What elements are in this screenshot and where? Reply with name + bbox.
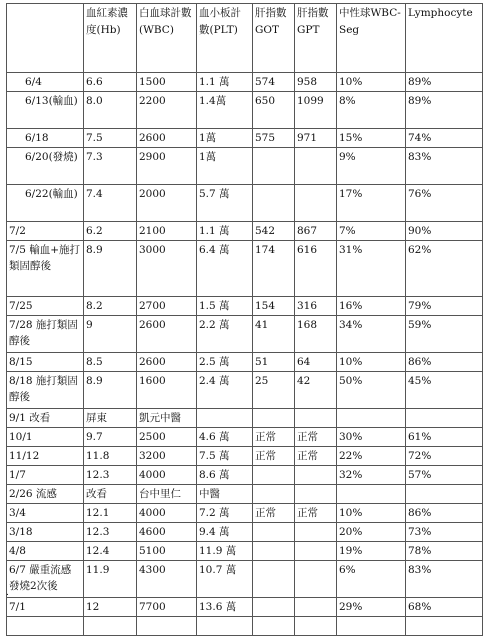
plt-cell: 7.2 萬	[197, 504, 253, 523]
header-gpt: 肝指數GPT	[295, 4, 337, 73]
got-cell: 正常	[253, 428, 295, 447]
wbc-cell: 4600	[137, 523, 197, 542]
wbc-cell: 2500	[137, 428, 197, 447]
hb-cell: 9	[84, 316, 137, 353]
got-cell: 41	[253, 316, 295, 353]
header-plt: 血小板計數(PLT)	[197, 4, 253, 73]
gpt-cell: 42	[295, 372, 337, 409]
wbc-cell: 2600	[137, 316, 197, 353]
wbc-cell: 凱元中醫	[137, 409, 197, 428]
wbc-seg-cell: 17%	[337, 185, 406, 222]
got-cell	[253, 598, 295, 617]
lymphocyte-cell: 62%	[406, 241, 483, 297]
gpt-cell: 168	[295, 316, 337, 353]
blood-test-table	[6, 3, 483, 636]
table-row	[7, 598, 483, 617]
gpt-cell: 正常	[295, 504, 337, 523]
date-cell: 8/18 施打類固醇後	[7, 372, 84, 409]
plt-cell: 4.6 萬	[197, 428, 253, 447]
table-row	[7, 185, 483, 222]
wbc-seg-cell: 15%	[337, 129, 406, 148]
gpt-cell: 316	[295, 297, 337, 316]
got-cell	[253, 148, 295, 185]
plt-cell: 5.7 萬	[197, 185, 253, 222]
date-cell: 6/4	[7, 73, 84, 92]
plt-cell: 9.4 萬	[197, 523, 253, 542]
hb-cell: 12.3	[84, 466, 137, 485]
date-cell: 7/2	[7, 222, 84, 241]
lymphocyte-cell	[406, 485, 483, 504]
lymphocyte-cell: 76%	[406, 185, 483, 222]
table-row	[7, 148, 483, 185]
lymphocyte-cell: 83%	[406, 561, 483, 598]
got-cell: 154	[253, 297, 295, 316]
header-date	[7, 4, 84, 73]
got-cell: 正常	[253, 447, 295, 466]
gpt-cell	[295, 561, 337, 598]
wbc-cell: 2100	[137, 222, 197, 241]
date-cell: 9/1 改看	[7, 409, 84, 428]
lymphocyte-cell: 61%	[406, 428, 483, 447]
table-row	[7, 73, 483, 92]
header-row	[7, 4, 483, 73]
date-cell: 7/28 施打類固醇後	[7, 316, 84, 353]
plt-cell	[197, 617, 253, 636]
wbc-seg-cell: 10%	[337, 504, 406, 523]
lymphocyte-cell: 86%	[406, 504, 483, 523]
plt-cell: 1.4萬	[197, 92, 253, 129]
hb-cell	[84, 617, 137, 636]
plt-cell: 1萬	[197, 129, 253, 148]
hb-cell: 12.4	[84, 542, 137, 561]
wbc-seg-cell: 31%	[337, 241, 406, 297]
plt-cell	[197, 409, 253, 428]
gpt-cell	[295, 185, 337, 222]
header-wbc-seg: 中性球WBC-Seg	[337, 4, 406, 73]
table-body	[7, 73, 483, 636]
hb-cell: 7.4	[84, 185, 137, 222]
table-row	[7, 129, 483, 148]
hb-cell: 6.6	[84, 73, 137, 92]
plt-cell: 2.5 萬	[197, 353, 253, 372]
hb-cell: 7.3	[84, 148, 137, 185]
lymphocyte-cell	[406, 409, 483, 428]
table-row	[7, 92, 483, 129]
plt-cell: 2.2 萬	[197, 316, 253, 353]
wbc-cell: 5100	[137, 542, 197, 561]
got-cell: 174	[253, 241, 295, 297]
got-cell: 正常	[253, 504, 295, 523]
lymphocyte-cell: 86%	[406, 353, 483, 372]
wbc-cell: 3200	[137, 447, 197, 466]
wbc-seg-cell: 8%	[337, 92, 406, 129]
got-cell	[253, 409, 295, 428]
wbc-seg-cell: 32%	[337, 466, 406, 485]
hb-cell: 改看	[84, 485, 137, 504]
header-lymphocyte: Lymphocyte	[406, 4, 483, 73]
plt-cell: 13.6 萬	[197, 598, 253, 617]
gpt-cell	[295, 617, 337, 636]
table-row	[7, 372, 483, 409]
hb-cell: 屏東	[84, 409, 137, 428]
lymphocyte-cell: 90%	[406, 222, 483, 241]
got-cell	[253, 542, 295, 561]
got-cell	[253, 523, 295, 542]
lymphocyte-cell: 68%	[406, 598, 483, 617]
lymphocyte-cell: 73%	[406, 523, 483, 542]
wbc-cell: 4300	[137, 561, 197, 598]
plt-cell: 10.7 萬	[197, 561, 253, 598]
table-row	[7, 409, 483, 428]
date-cell: 7/25	[7, 297, 84, 316]
wbc-seg-cell: 20%	[337, 523, 406, 542]
date-cell: 1/7	[7, 466, 84, 485]
date-cell: 6/13(輸血)	[7, 92, 84, 129]
lymphocyte-cell: 72%	[406, 447, 483, 466]
gpt-cell: 867	[295, 222, 337, 241]
wbc-cell: 2600	[137, 353, 197, 372]
wbc-cell: 2200	[137, 92, 197, 129]
gpt-cell	[295, 598, 337, 617]
lymphocyte-cell: 45%	[406, 372, 483, 409]
gpt-cell	[295, 542, 337, 561]
wbc-seg-cell	[337, 485, 406, 504]
got-cell	[253, 617, 295, 636]
hb-cell: 11.8	[84, 447, 137, 466]
lymphocyte-cell: 89%	[406, 92, 483, 129]
table-row	[7, 447, 483, 466]
got-cell	[253, 561, 295, 598]
table-row	[7, 504, 483, 523]
lymphocyte-cell: 57%	[406, 466, 483, 485]
header-got: 肝指數GOT	[253, 4, 295, 73]
plt-cell: 2.4 萬	[197, 372, 253, 409]
hb-cell: 12.1	[84, 504, 137, 523]
got-cell: 51	[253, 353, 295, 372]
gpt-cell: 958	[295, 73, 337, 92]
wbc-seg-cell: 6%	[337, 561, 406, 598]
wbc-seg-cell: 9%	[337, 148, 406, 185]
date-cell	[7, 617, 84, 636]
header-hb: 血紅素濃度(Hb)	[84, 4, 137, 73]
wbc-cell: 7700	[137, 598, 197, 617]
got-cell: 25	[253, 372, 295, 409]
date-cell: 6/18	[7, 129, 84, 148]
wbc-cell: 2600	[137, 129, 197, 148]
plt-cell: 中醫	[197, 485, 253, 504]
wbc-cell: 4000	[137, 504, 197, 523]
gpt-cell	[295, 148, 337, 185]
lymphocyte-cell: 59%	[406, 316, 483, 353]
lymphocyte-cell: 83%	[406, 148, 483, 185]
wbc-cell: 4000	[137, 466, 197, 485]
hb-cell: 12	[84, 598, 137, 617]
date-cell: 6/22(輸血)	[7, 185, 84, 222]
wbc-seg-cell	[337, 617, 406, 636]
wbc-seg-cell: 29%	[337, 598, 406, 617]
gpt-cell	[295, 466, 337, 485]
blood-test-table-container	[6, 3, 483, 636]
got-cell	[253, 185, 295, 222]
date-cell: 7/1	[7, 598, 84, 617]
hb-cell: 12.3	[84, 523, 137, 542]
gpt-cell	[295, 523, 337, 542]
wbc-seg-cell: 19%	[337, 542, 406, 561]
wbc-cell: 台中里仁	[137, 485, 197, 504]
hb-cell: 6.2	[84, 222, 137, 241]
table-row	[7, 428, 483, 447]
hb-cell: 8.9	[84, 241, 137, 297]
date-cell: 6/7 嚴重流感發燒2次後	[7, 561, 84, 598]
table-row	[7, 542, 483, 561]
wbc-seg-cell: 10%	[337, 353, 406, 372]
wbc-seg-cell: 50%	[337, 372, 406, 409]
hb-cell: 9.7	[84, 428, 137, 447]
got-cell: 542	[253, 222, 295, 241]
date-cell: 3/4	[7, 504, 84, 523]
gpt-cell	[295, 485, 337, 504]
lymphocyte-cell: 79%	[406, 297, 483, 316]
wbc-cell	[137, 617, 197, 636]
gpt-cell: 971	[295, 129, 337, 148]
table-row	[7, 466, 483, 485]
gpt-cell: 616	[295, 241, 337, 297]
hb-cell: 11.9	[84, 561, 137, 598]
got-cell	[253, 485, 295, 504]
hb-cell: 8.5	[84, 353, 137, 372]
date-cell: 11/12	[7, 447, 84, 466]
hb-cell: 8.9	[84, 372, 137, 409]
table-row	[7, 222, 483, 241]
plt-cell: 7.5 萬	[197, 447, 253, 466]
plt-cell: 1.5 萬	[197, 297, 253, 316]
hb-cell: 8.2	[84, 297, 137, 316]
table-row	[7, 523, 483, 542]
wbc-cell: 2000	[137, 185, 197, 222]
wbc-cell: 1600	[137, 372, 197, 409]
table-row	[7, 316, 483, 353]
table-row	[7, 485, 483, 504]
hb-cell: 7.5	[84, 129, 137, 148]
date-cell: 2/26 流感	[7, 485, 84, 504]
wbc-seg-cell: 22%	[337, 447, 406, 466]
wbc-seg-cell: 16%	[337, 297, 406, 316]
wbc-cell: 2900	[137, 148, 197, 185]
plt-cell: 1萬	[197, 148, 253, 185]
lymphocyte-cell: 78%	[406, 542, 483, 561]
table-row	[7, 353, 483, 372]
plt-cell: 11.9 萬	[197, 542, 253, 561]
gpt-cell: 正常	[295, 428, 337, 447]
wbc-cell: 1500	[137, 73, 197, 92]
table-row	[7, 297, 483, 316]
gpt-cell: 1099	[295, 92, 337, 129]
date-cell: 8/15	[7, 353, 84, 372]
wbc-cell: 2700	[137, 297, 197, 316]
gpt-cell: 64	[295, 353, 337, 372]
wbc-seg-cell: 10%	[337, 73, 406, 92]
lymphocyte-cell	[406, 617, 483, 636]
plt-cell: 8.6 萬	[197, 466, 253, 485]
date-cell: 6/20(發燒)	[7, 148, 84, 185]
wbc-seg-cell: 7%	[337, 222, 406, 241]
plt-cell: 1.1 萬	[197, 222, 253, 241]
lymphocyte-cell: 89%	[406, 73, 483, 92]
header-wbc: 白血球計數(WBC)	[137, 4, 197, 73]
table-row	[7, 617, 483, 636]
table-row	[7, 561, 483, 598]
got-cell: 575	[253, 129, 295, 148]
got-cell: 650	[253, 92, 295, 129]
wbc-seg-cell	[337, 409, 406, 428]
lymphocyte-cell: 74%	[406, 129, 483, 148]
plt-cell: 6.4 萬	[197, 241, 253, 297]
date-cell: 10/1	[7, 428, 84, 447]
gpt-cell	[295, 409, 337, 428]
gpt-cell: 正常	[295, 447, 337, 466]
date-cell: 3/18	[7, 523, 84, 542]
date-cell: 7/5 輸血+施打類固醇後	[7, 241, 84, 297]
wbc-seg-cell: 34%	[337, 316, 406, 353]
got-cell: 574	[253, 73, 295, 92]
plt-cell: 1.1 萬	[197, 73, 253, 92]
hb-cell: 8.0	[84, 92, 137, 129]
footnote: .	[6, 588, 9, 598]
wbc-seg-cell: 30%	[337, 428, 406, 447]
wbc-cell: 3000	[137, 241, 197, 297]
date-cell: 4/8	[7, 542, 84, 561]
table-row	[7, 241, 483, 297]
got-cell	[253, 466, 295, 485]
